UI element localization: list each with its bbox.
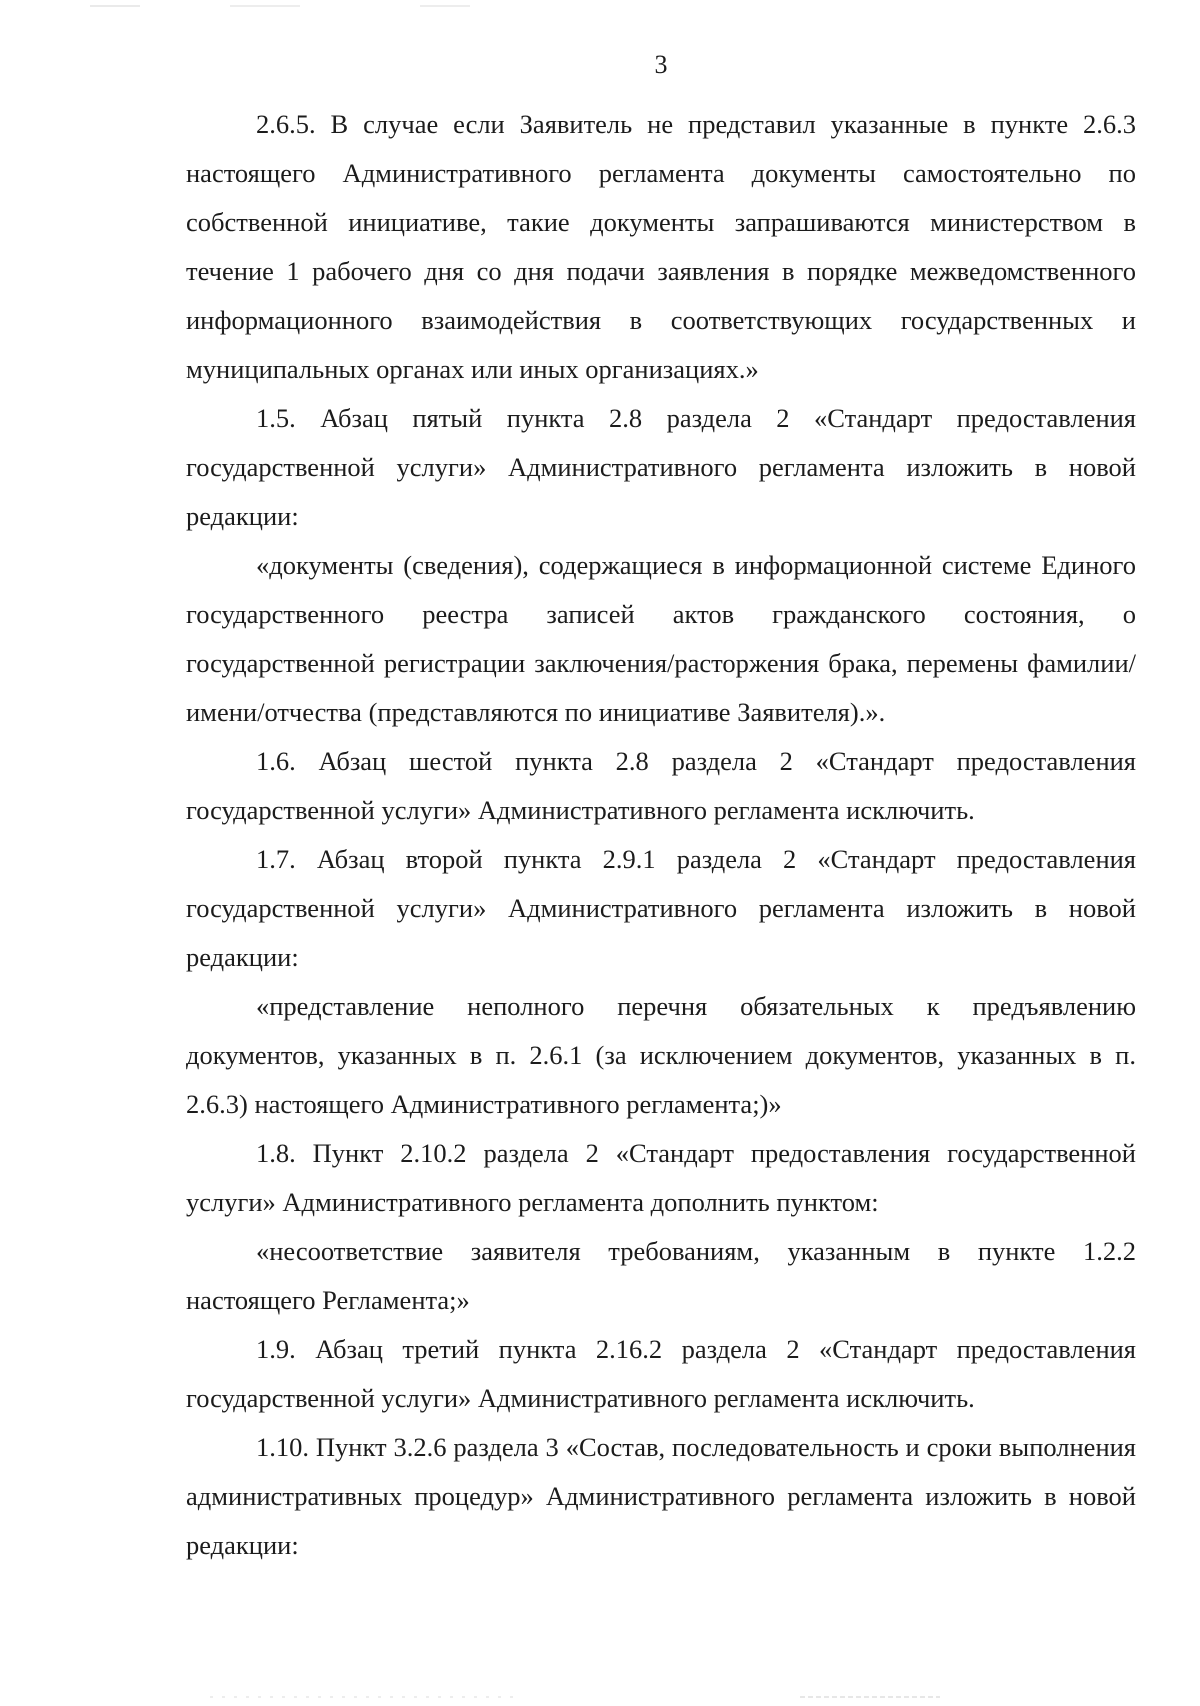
scan-edge-top <box>0 4 1200 8</box>
paragraph-1-8: 1.8. Пункт 2.10.2 раздела 2 «Стандарт предоставления государственной услуги» Административного регламента дополнить пунктом: <box>186 1138 1136 1217</box>
document-body <box>186 100 1136 1570</box>
paragraph-2-6-5: 2.6.5. В случае если Заявитель не представил указанные в пункте 2.6.3 настоящего Административного регламента документы самостоятельно по собственной инициативе, такие документы запрашиваются министерством в течение 1 рабочего дня со дня подачи заявления в порядке межведомственного информационного взаимодействия в соответствующих государственных и муниципальных органах или иных организациях.» <box>186 109 1136 384</box>
paragraph-1-9: 1.9. Абзац третий пункта 2.16.2 раздела 2 «Стандарт предоставления государственной услуги» Административного регламента исключить. <box>186 1334 1136 1413</box>
page-number: 3 <box>654 50 668 79</box>
paragraph-1-6: 1.6. Абзац шестой пункта 2.8 раздела 2 «Стандарт предоставления государственной услуги» Административного регламента исключить. <box>186 746 1136 825</box>
paragraph-1-5: 1.5. Абзац пятый пункта 2.8 раздела 2 «Стандарт предоставления государственной услуги» Административного регламента изложить в новой редакции: <box>186 403 1136 531</box>
paragraph-1-10: 1.10. Пункт 3.2.6 раздела 3 «Состав, последовательность и сроки выполнения административных процедур» Административного регламента изложить в новой редакции: <box>186 1432 1136 1560</box>
paragraph-1-8-quote: «несоответствие заявителя требованиям, указанным в пункте 1.2.2 настоящего Регламента;» <box>186 1236 1136 1315</box>
scan-edge-bottom <box>0 1695 1200 1699</box>
paragraph-1-7-quote: «представление неполного перечня обязательных к предъявлению документов, указанных в п. 2.6.1 (за исключением документов, указанных в п. 2.6.3) настоящего Административного регламента;)» <box>186 991 1136 1119</box>
paragraph-1-7: 1.7. Абзац второй пункта 2.9.1 раздела 2 «Стандарт предоставления государственной услуги» Административного регламента изложить в новой редакции: <box>186 844 1136 972</box>
paragraph-1-5-quote: «документы (сведения), содержащиеся в информационной системе Единого государственного реестра записей актов гражданского состояния, о государственной регистрации заключения/расторжения брака, перемены фамилии/имени/отчества (представляются по инициативе Заявителя).». <box>186 550 1136 727</box>
